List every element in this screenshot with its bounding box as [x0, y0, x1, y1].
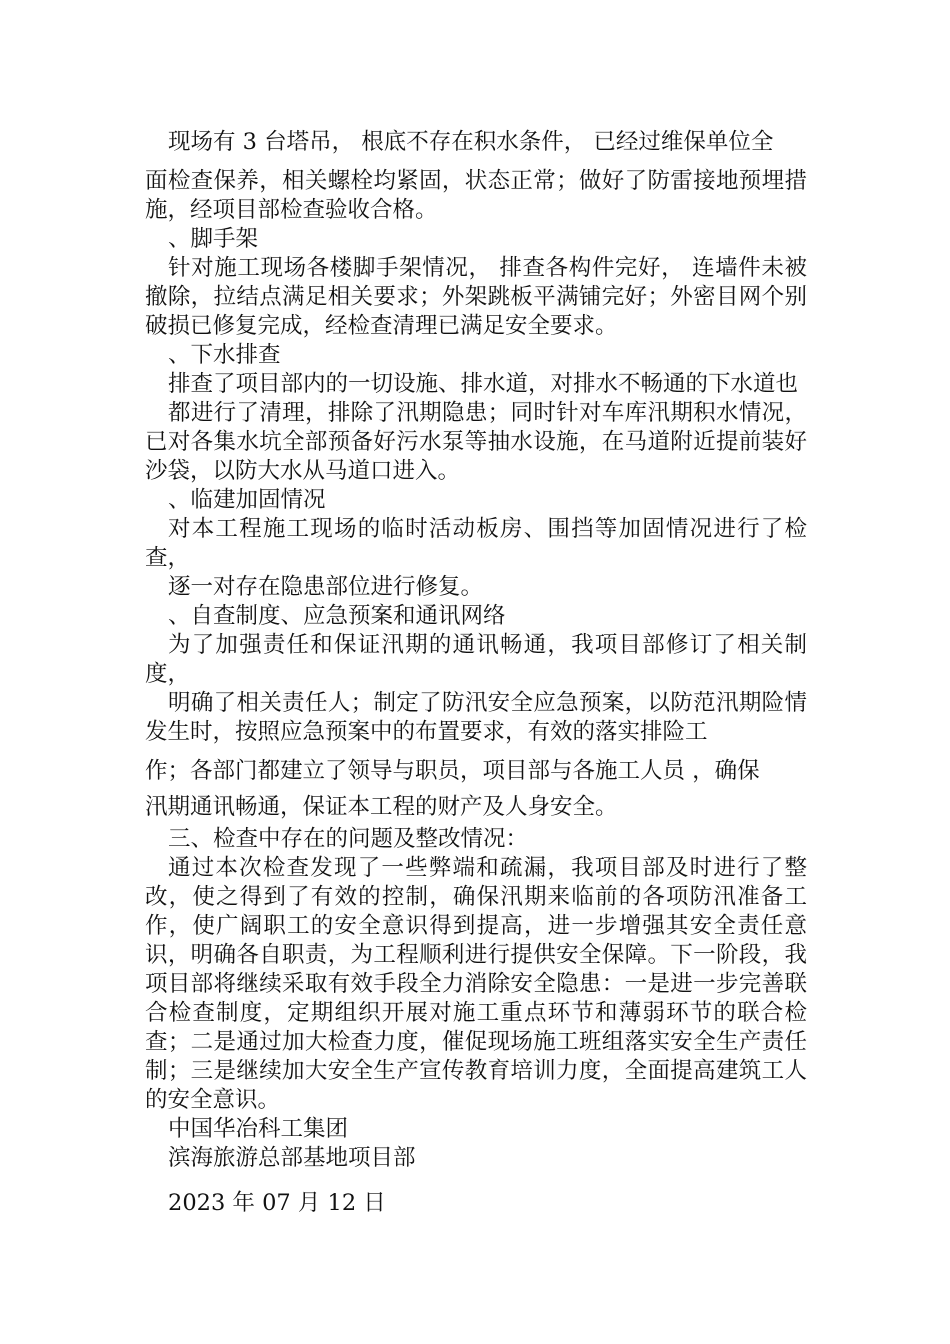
paragraph: 都进行了清理，排除了汛期隐患；同时针对车库汛期积水情况，已对各集水坑全部预备好污水泵等抽水设施，在马道附近提前装好沙袋，以防大水从马道口进入。 — [145, 400, 807, 484]
paragraph: 汛期通讯畅通，保证本工程的财产及人身安全。 — [145, 794, 618, 820]
signature-org: 中国华冶科工集团 — [168, 1116, 349, 1142]
signature-block — [145, 1115, 807, 1218]
paragraph: 排查了项目部内的一切设施、排水道，对排水不畅通的下水道也 — [168, 371, 799, 397]
paragraph: 为了加强责任和保证汛期的通讯畅通，我项目部修订了相关制度， — [145, 632, 807, 687]
paragraph: 现场有 3 台塔吊， 根底不存在积水条件， 已经过维保单位全 — [168, 129, 774, 155]
section-heading: 、临建加固情况 — [168, 487, 326, 513]
paragraph: 逐一对存在隐患部位进行修复。 — [168, 574, 484, 600]
paragraph: 作；各部门都建立了领导与职员，项目部与各施工人员 ，确保 — [145, 758, 760, 784]
paragraph: 面检查保养，相关螺栓均紧固，状态正常；做好了防雷接地预埋措施，经项目部检查验收合格。 — [145, 168, 807, 223]
document-body — [145, 128, 807, 1218]
section-heading: 、脚手架 — [168, 226, 259, 252]
paragraph: 针对施工现场各楼脚手架情况， 排查各构件完好， 连墙件未被撤除，拉结点满足相关要求；外架跳板平满铺完好；外密目网个别破损已修复完成，经检查清理已满足安全要求。 — [145, 255, 807, 339]
paragraph: 明确了相关责任人；制定了防汛安全应急预案，以防范汛期险情发生时，按照应急预案中的布置要求，有效的落实排险工 — [145, 690, 807, 745]
section-heading: 三、检查中存在的问题及整改情况： — [168, 826, 529, 852]
signature-date: 2023 年 07 月 12 日 — [168, 1190, 386, 1216]
section-heading: 、下水排查 — [168, 342, 281, 368]
paragraph: 通过本次检查发现了一些弊端和疏漏，我项目部及时进行了整改，使之得到了有效的控制，确保汛期来临前的各项防汛准备工作，使广阔职工的安全意识得到提高，进一步增强其安全责任意识，明确各自职责，为工程顺利进行提供安全保障。下一阶段，我项目部将继续采取有效手段全力消除安全隐患：一是进一步完善联合检查制度，定期组织开展对施工重点环节和薄弱环节的联合检查；二是通过加大检查力度，催促现场施工班组落实安全生产责任制；三是继续加大安全生产宣传教育培训力度，全面提高建筑工人的安全意识。 — [145, 855, 807, 1113]
section-heading: 、自查制度、应急预案和通讯网络 — [168, 603, 506, 629]
paragraph: 对本工程施工现场的临时活动板房、围挡等加固情况进行了检查， — [145, 516, 807, 571]
signature-dept: 滨海旅游总部基地项目部 — [168, 1145, 416, 1171]
